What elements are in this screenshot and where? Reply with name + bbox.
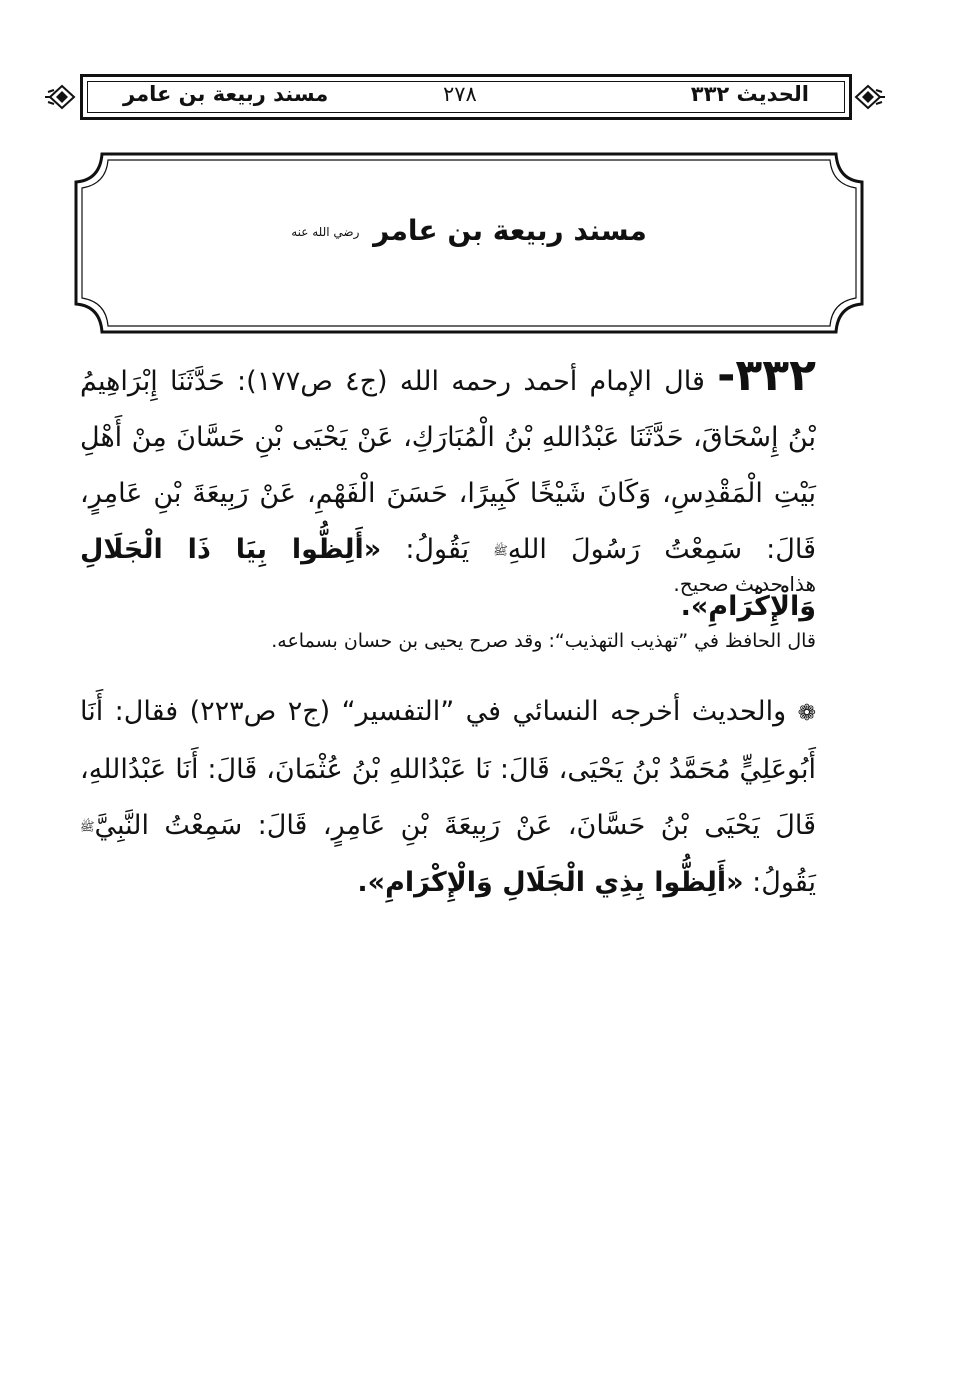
salutation-mark-2: ﷺ [80, 819, 95, 834]
section-title-text: مسند ربيعة بن عامر [373, 214, 647, 247]
ornament-left-icon [44, 78, 76, 116]
header-hadith-number: الحديث ٣٣٢ [690, 82, 809, 106]
ornament-right-icon [854, 78, 886, 116]
honorific-text: رضي الله عنه [291, 225, 360, 239]
nasai-quote: «أَلِظُّوا بِذِي الْجَلَالِ وَالْإِكْرَامِ». [357, 866, 744, 898]
nasai-paragraph [80, 684, 816, 911]
page-number: ٢٧٨ [443, 82, 477, 106]
flower-star-icon: ❁ [797, 701, 816, 726]
hadith-quote: «أَلِظُّوا بِيَا ذَا الْجَلَالِ وَالْإِكْرَامِ». [80, 534, 816, 622]
section-title-frame [74, 152, 864, 334]
hadith-number: ٣٣٢- [717, 350, 816, 401]
nasai-text: والحديث أخرجه النسائي في ”التفسير“ (ج٢ ص٢٢٣) فقال: أَنَا أَبُوعَلِيٍّ مُحَمَّدُ بْنُ يَحْيَى، قَالَ: نَا عَبْدُاللهِ بْنُ عُثْمَانَ، قَالَ: أَنَا عَبْدُاللهِ، قَالَ يَحْيَى بْنُ حَسَّانَ، عَنْ رَبِيعَةَ بْنِ عَامِرٍ، قَالَ: سَمِعْتُ النَّبِيَّ [80, 696, 816, 841]
salutation-mark: ﷺ [493, 543, 508, 558]
nasai-text-tail: يَقُولُ: [743, 866, 816, 898]
running-header [80, 74, 852, 120]
section-title [74, 214, 864, 247]
hafiz-note: قال الحافظ في ”تهذيب التهذيب“: وقد صرح يحيى بن حسان بسماعه. [271, 630, 816, 652]
hadith-text: قال الإمام أحمد رحمه الله (ج٤ ص١٧٧): حَدَّثَنَا إِبْرَاهِيمُ بْنُ إِسْحَاقَ، حَدَّثَنَا عَبْدُاللهِ بْنُ الْمُبَارَكِ، عَنْ يَحْيَى بْنِ حَسَّانَ مِنْ أَهْلِ بَيْتِ الْمَقْدِسِ، وَكَانَ شَيْخًا كَبِيرًا، حَسَنَ الْفَهْمِ، عَنْ رَبِيعَةَ بْنِ عَامِرٍ، قَالَ: سَمِعْتُ رَسُولَ اللهِ [80, 366, 817, 565]
hadith-text-tail: يَقُولُ: [381, 534, 494, 565]
grading-note: هذا حديث صحيح. [673, 572, 816, 596]
header-section-title: مسند ربيعة بن عامر [123, 82, 329, 106]
